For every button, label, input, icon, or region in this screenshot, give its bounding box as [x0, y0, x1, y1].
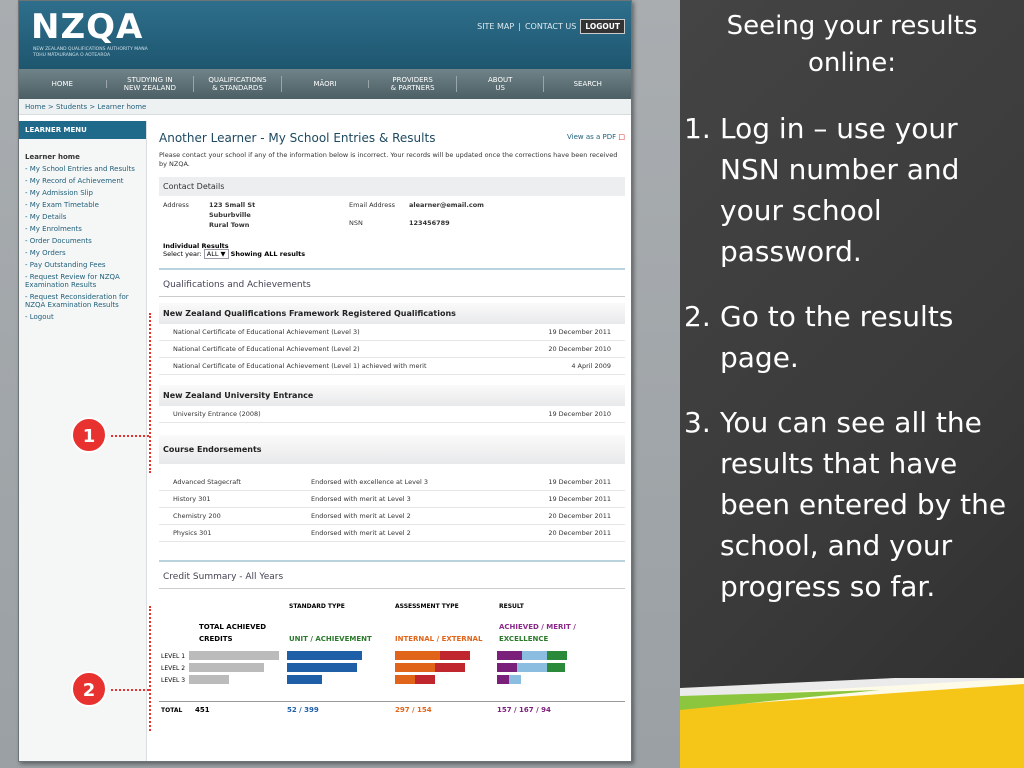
year-select[interactable]: ALL ▼	[204, 249, 229, 259]
sidebar-item[interactable]: - My Admission Slip	[25, 189, 93, 197]
list-item: National Certificate of Educational Achievement (Level 2) 20 December 2010	[159, 341, 625, 358]
view-pdf-link[interactable]: View as a PDF □	[566, 133, 625, 141]
callout-badge-1: 1	[71, 417, 107, 453]
logout-button[interactable]: LOGOUT	[580, 19, 625, 34]
nav-qualifications[interactable]: QUALIFICATIONS & STANDARDS	[194, 76, 282, 92]
table-row: Chemistry 200 Endorsed with merit at Level 2 20 December 2011	[159, 508, 625, 525]
table-row: Physics 301 Endorsed with merit at Level 2 20 December 2011	[159, 525, 625, 542]
breadcrumb[interactable]: Home > Students > Learner home	[19, 99, 631, 115]
callout-badge-2: 2	[71, 671, 107, 707]
credit-summary-header: Credit Summary - All Years	[159, 568, 625, 589]
table-row: History 301 Endorsed with merit at Level 3 19 December 2011	[159, 491, 625, 508]
sidebar-item[interactable]: - My Record of Achievement	[25, 177, 124, 185]
nzqf-header: New Zealand Qualifications Framework Registered Qualifications	[159, 303, 625, 324]
nzqa-logo[interactable]: NZQA	[31, 7, 144, 47]
nav-search[interactable]: SEARCH	[573, 80, 602, 88]
step-item: 1. Log in – use your NSN number and your school password.	[684, 112, 960, 268]
sidebar-item[interactable]: - Request Reconsideration for NZQA Examination Results	[25, 293, 129, 309]
sidebar-item[interactable]: - My Details	[25, 213, 67, 221]
nsn-value: 123456789	[409, 219, 450, 227]
individual-results-label: Individual Results	[163, 242, 229, 250]
nav-home[interactable]: HOME	[19, 80, 107, 88]
list-item: University Entrance (2008) 19 December 2010	[159, 406, 625, 423]
nav-about[interactable]: ABOUT US	[457, 76, 545, 92]
contact-details-header: Contact Details	[159, 177, 625, 196]
credit-summary-chart: STANDARD TYPE ASSESSMENT TYPE RESULT TOTAL ACHIEVED CREDITS UNIT / ACHIEVEMENT INTERNAL / EXTERNAL ACHIEVED / MERIT / EXCELLENCE LEVEL 1 LEVEL 2 LEVEL 3 TOTAL 451 52 / 399 297 / 154 157 / 167 / 94	[159, 589, 625, 729]
sidebar-item[interactable]: - My Enrolments	[25, 225, 82, 233]
sidebar-learner-home[interactable]: Learner home	[25, 153, 80, 161]
logo-subtitle: NEW ZEALAND QUALIFICATIONS AUTHORITY MANA TOHU MĀTAURANGA O AOTEAROA	[33, 47, 148, 58]
sidebar-item[interactable]: - Request Review for NZQA Examination Results	[25, 273, 120, 289]
address-value: 123 Small St Suburbville Rural Town	[209, 201, 256, 229]
decorative-stripes	[680, 678, 1024, 768]
sidebar-item[interactable]: - My School Entries and Results	[25, 165, 135, 173]
sidebar-item[interactable]: - My Exam Timetable	[25, 201, 99, 209]
slide-right-panel	[680, 0, 1024, 768]
pdf-icon: □	[618, 133, 625, 141]
site-map-link[interactable]: SITE MAP	[477, 22, 515, 31]
step-item: 3. You can see all the results that have been entered by the school, and your progress so far.	[684, 406, 1007, 603]
nav-maori[interactable]: MĀORI	[282, 80, 370, 88]
contact-details	[159, 196, 625, 234]
site-header	[19, 1, 631, 69]
list-item: National Certificate of Educational Achievement (Level 1) achieved with merit 4 April 2009	[159, 358, 625, 375]
qualifications-header: Qualifications and Achievements	[159, 276, 625, 297]
sidebar-item[interactable]: - My Orders	[25, 249, 66, 257]
list-item: National Certificate of Educational Achievement (Level 3) 19 December 2011	[159, 324, 625, 341]
contact-us-link[interactable]: CONTACT US	[524, 22, 577, 31]
main-content: Another Learner - My School Entries & Results View as a PDF □ Please contact your school if any of the information below is incorrect. Your records will be updated once the corrections have been received by NZQA. Contact Details Address 123 Small St Suburbville Rural Town Email Address NSN alearner@email.com 123456789 Individual Results Select year: ALL ▼ Showing ALL results Qualifications and Achievements New Zealand Qualifications Framework Registered Qualifications National Certificate of Educational Achievement (Level 3) 19 December 2011 National Certificate of Educational Achievement (Level 2) 20 December 2010 National Certificate of Educational Achievement (Level 1) achieved with merit 4 April 2009 New Zealand University Entrance University Entrance (2008) 19 December 2010 Course Endorsements Advanced Stagecraft Endorsed with excellence at Level 3 19 December 2011 History 301 Endorsed with merit at Level 3 19 December 2011 Chemistry 200 Endorsed with merit at Level 2 20 December 2011 Physics 301 Endorsed with merit at Level 2 20 December 2011 Credit Summary - All Years STANDARD TYPE ASSESSMENT TYPE RESULT TOTAL ACHIEVED CREDITS UNIT / ACHIEVEMENT INTERNAL / EXTERNAL ACHIEVED / MERIT / EXCELLENCE LEVEL 1 LEVEL 2 LEVEL 3 TOTAL 451 52 / 399 297 / 154 157 / 167 / 94	[159, 121, 625, 729]
slide-title: Seeing your results online:	[726, 11, 978, 78]
ue-header: New Zealand University Entrance	[159, 385, 625, 406]
table-row: Advanced Stagecraft Endorsed with excellence at Level 3 19 December 2011	[159, 474, 625, 491]
main-nav	[19, 69, 631, 99]
address-label: Address	[163, 201, 189, 209]
nsn-label: NSN	[349, 219, 363, 227]
intro-text: Please contact your school if any of the information below is incorrect. Your records will be updated once the corrections have been received by NZQA.	[159, 151, 618, 168]
learner-menu-title: LEARNER MENU	[19, 121, 146, 139]
sidebar-item[interactable]: - Order Documents	[25, 237, 92, 245]
email-label: Email Address	[349, 201, 395, 209]
sidebar-item[interactable]: - Logout	[25, 313, 54, 321]
email-value: alearner@email.com	[409, 201, 484, 209]
endorsements-header: Course Endorsements	[159, 435, 625, 464]
nav-studying[interactable]: STUDYING IN NEW ZEALAND	[107, 76, 195, 92]
steps-list	[680, 108, 1024, 607]
nav-providers[interactable]: PROVIDERS & PARTNERS	[369, 76, 457, 92]
nzqa-screenshot	[18, 0, 632, 762]
sidebar-item[interactable]: - Pay Outstanding Fees	[25, 261, 106, 269]
top-links: SITE MAP | CONTACT US LOGOUT	[477, 19, 625, 34]
step-item: 2. Go to the results page.	[684, 300, 954, 374]
page-title: Another Learner - My School Entries & Results	[159, 131, 436, 145]
